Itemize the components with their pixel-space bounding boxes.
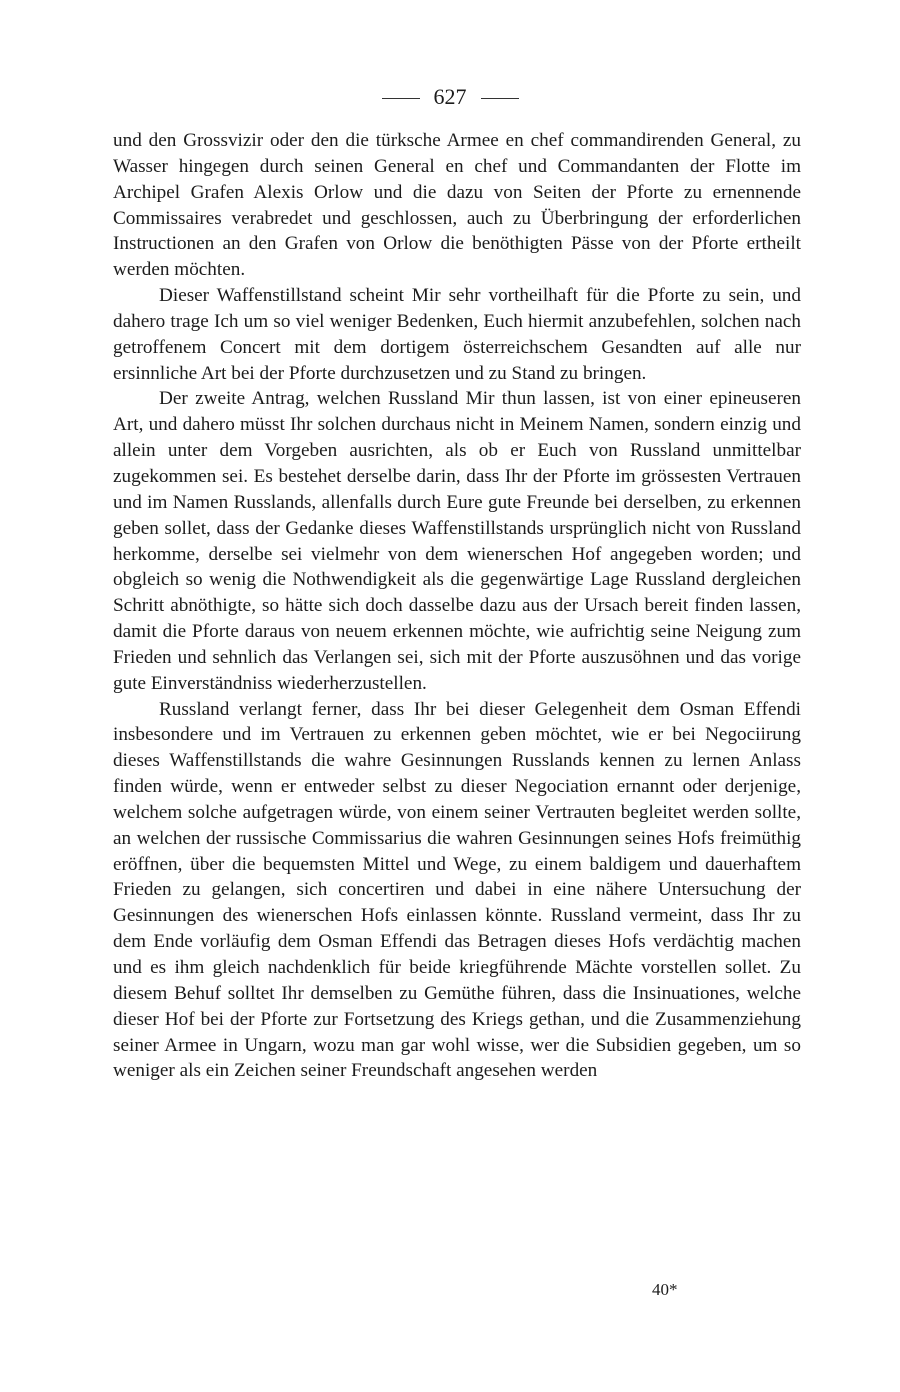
paragraph-2: Dieser Waffenstillstand scheint Mir sehr vortheilhaft für die Pforte zu sein, und dahero trage Ich um so viel weniger Bedenken, Euch hiermit anzubefehlen, solchen nach getroffenem Concert mit dem dortigem österreichschem Gesandten auf alle nur ersinnliche Art bei der Pforte durchzusetzen und zu Stand zu bringen.: [113, 285, 801, 384]
paragraph-1: und den Grossvizir oder den die türksche Armee en chef commandirenden General, zu Wasser hingegen durch seinen General en chef und Commandanten der Flotte im Archipel Grafen Alexis Orlow und die dazu von Seiten der Pforte zu ernennende Commissaires verabredet und geschlossen, auch zu Überbringung der erforderlichen Instructionen an den Grafen von Orlow die benöthigten Pässe von der Pforte ertheilt werden möchten.: [113, 130, 801, 281]
paragraph-3: Der zweite Antrag, welchen Russland Mir thun lassen, ist von einer epineuseren Art, und dahero müsst Ihr solchen durchaus nicht in Meinem Namen, sondern einzig und allein unter dem Vorgeben ausrichten, als ob er Euch von Russland unmittelbar zugekommen sei. Es bestehet derselbe darin, dass Ihr der Pforte im grössesten Vertrauen und im Namen Russlands, allenfalls durch Eure gute Freunde bei derselben, zu erkennen geben sollet, dass der Gedanke dieses Waffenstillstands ursprünglich nicht von Russland herkomme, derselbe sei vielmehr von dem wienerschen Hof angegeben worden; und obgleich so wenig die Nothwendigkeit als die gegenwärtige Lage Russland dergleichen Schritt abnöthigte, so hätte sich doch dasselbe dazu aus der Ursach bereit finden lassen, damit die Pforte daraus von neuem erkennen möchte, wie aufrichtig seine Neigung zum Frieden und sehnlich das Verlangen sei, sich mit der Pforte auszusöhnen und das vorige gute Einverständniss wiederherzustellen.: [113, 388, 801, 694]
page-header: [0, 84, 900, 110]
paragraph-4: Russland verlangt ferner, dass Ihr bei dieser Gelegenheit dem Osman Effendi insbesondere und im Vertrauen zu erkennen geben möchtet, wie er bei Negociirung dieses Waffenstillstands die wahre Gesinnungen Russlands kennen zu lernen Anlass finden würde, wenn er entweder selbst zu dieser Negociation ernannt oder derjenige, welchem solche aufgetragen würde, von einem seiner Vertrauten begleitet werden sollte, an welchen der russische Commissarius die wahren Gesinnungen seines Hofs freimüthig eröffnen, über die bequemsten Mittel und Wege, zu einem baldigem und dauerhaftem Frieden zu gelangen, sich concertiren und dabei in eine nähere Untersuchung der Gesinnungen des wienerschen Hofs einlassen könnte. Russland vermeint, dass Ihr zu dem Ende vorläufig dem Osman Effendi das Betragen dieses Hofs verdächtig machen und es ihm gleich nachdenklich für beide kriegführende Mächte vorstellen sollet. Zu diesem Behuf solltet Ihr demselben zu Gemüthe führen, dass die Insinuationes, welche dieser Hof bei der Pforte zur Fortsetzung des Kriegs gethan, und die Zusammenziehung seiner Armee in Ungarn, wozu man gar wohl wisse, wer die Subsidien gegeben, um so weniger als ein Zeichen seiner Freundschaft angesehen werden: [113, 698, 801, 1082]
page-number: 627: [433, 84, 467, 109]
signature-mark: 40*: [652, 1280, 678, 1299]
header-rule-left: [382, 98, 420, 99]
header-rule-right: [481, 98, 519, 99]
body-text: [113, 128, 801, 1084]
